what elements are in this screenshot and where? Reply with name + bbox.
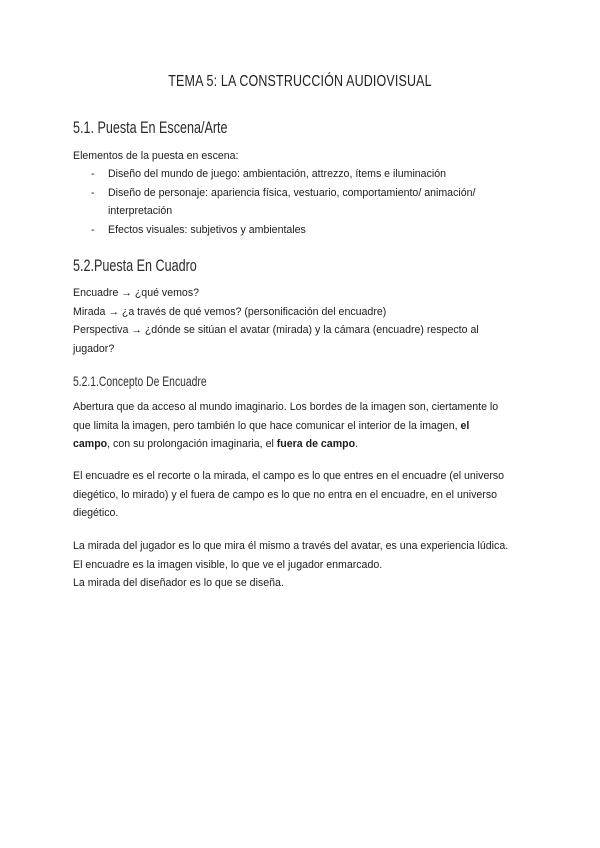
bullet-dash: - bbox=[91, 186, 95, 199]
section-heading-5-1: 5.1. Puesta En Escena/Arte bbox=[73, 118, 228, 137]
perspectiva-line-continued: jugador? bbox=[73, 342, 115, 355]
list-item bbox=[91, 221, 541, 240]
section-5-2-body bbox=[73, 284, 533, 358]
list-item-text: Diseño del mundo de juego: ambientación, attrezzo, ítems e iluminación bbox=[108, 168, 447, 180]
intro-text: Elementos de la puesta en escena: bbox=[73, 150, 239, 162]
paragraph-line: diegético, lo mirado) y el fuera de campo es lo que no entra en el encuadre, en el universo bbox=[73, 488, 498, 501]
bold-term-fuera-de-campo: fuera de campo bbox=[276, 438, 356, 450]
section-5-1-intro bbox=[73, 147, 533, 166]
paragraph-2 bbox=[73, 467, 533, 523]
text-run: , con su prolongación imaginaria, el bbox=[107, 438, 277, 450]
list-item-text: Diseño de personaje: apariencia física, vestuario, comportamiento/ animación/ bbox=[108, 186, 476, 199]
list-item-text-continued: interpretación bbox=[108, 205, 173, 217]
text-run: . bbox=[355, 438, 359, 450]
paragraph-line: Abertura que da acceso al mundo imaginario. Los bordes de la imagen son, ciertamente lo bbox=[73, 401, 499, 413]
paragraph-line: El encuadre es la imagen visible, lo que ve el jugador enmarcado. bbox=[73, 558, 383, 571]
list-item bbox=[91, 184, 541, 221]
bullet-list bbox=[91, 165, 541, 239]
paragraph-line: diegético. bbox=[73, 507, 119, 519]
bullet-dash: - bbox=[91, 168, 95, 180]
bullet-dash: - bbox=[91, 223, 95, 236]
paragraph-line: La mirada del diseñador es lo que se diseña. bbox=[73, 577, 284, 589]
paragraph-line bbox=[73, 417, 533, 436]
page-title: TEMA 5: LA CONSTRUCCIÓN AUDIOVISUAL bbox=[168, 73, 432, 90]
paragraph-line: La mirada del jugador es lo que mira él mismo a través del avatar, es una experiencia lúdica. bbox=[73, 540, 509, 552]
mirada-line: Mirada → ¿a través de qué vemos? (personificación del encuadre) bbox=[73, 305, 387, 318]
section-heading-5-2-1: 5.2.1.Concepto De Encuadre bbox=[73, 373, 207, 389]
encuadre-line: Encuadre → ¿qué vemos? bbox=[73, 287, 200, 299]
list-item bbox=[91, 165, 541, 184]
perspectiva-line: Perspectiva → ¿dónde se sitúan el avatar (mirada) y la cámara (encuadre) respecto al bbox=[73, 324, 479, 336]
paragraph-line bbox=[73, 435, 533, 454]
section-heading-5-2: 5.2.Puesta En Cuadro bbox=[73, 256, 197, 275]
paragraph-3 bbox=[73, 537, 533, 593]
bold-term-el: el bbox=[460, 419, 470, 432]
bold-term-campo: campo bbox=[73, 438, 108, 450]
text-run: que limita la imagen, pero también lo que hace comunicar el interior de la imagen, bbox=[73, 419, 461, 432]
paragraph-line: El encuadre es el recorte o la mirada, el campo es lo que entres en el encuadre (el universo bbox=[73, 470, 505, 482]
list-item-text: Efectos visuales: subjetivos y ambientales bbox=[108, 223, 306, 236]
paragraph-1 bbox=[73, 398, 533, 454]
